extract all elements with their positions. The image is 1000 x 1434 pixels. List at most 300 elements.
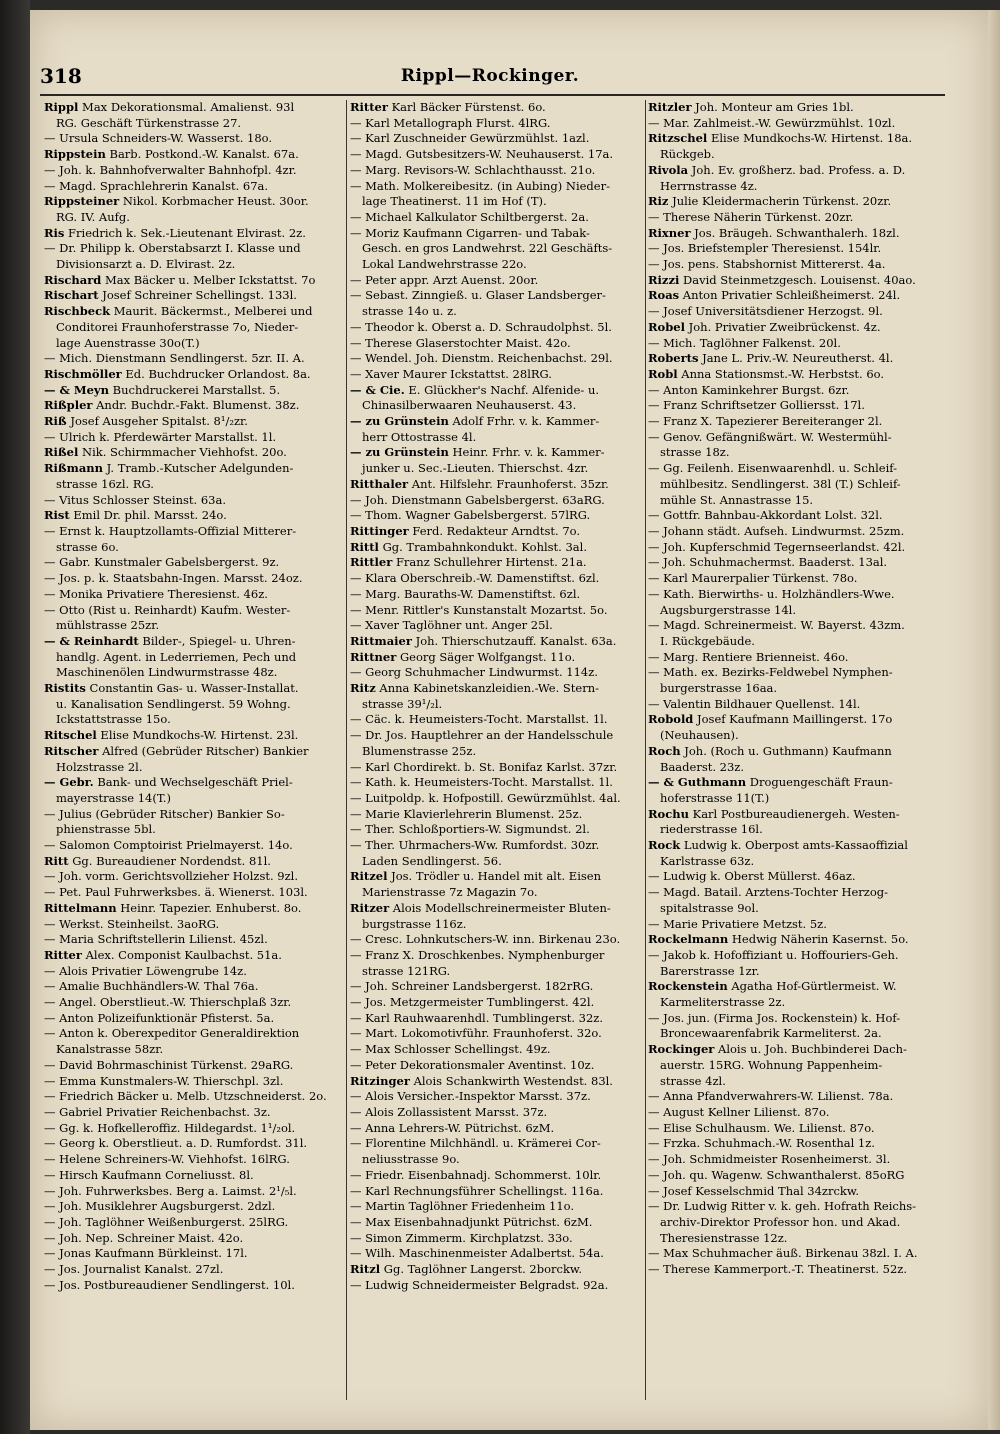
directory-entry-line xyxy=(44,1136,344,1152)
entry-text: Friedrich k. Sek.-Lieutenant Elvirast. 2z. xyxy=(64,225,306,240)
directory-entry-line xyxy=(350,555,642,571)
entry-text: burgerstrasse 16aa. xyxy=(660,681,778,696)
directory-entry-line xyxy=(648,1168,953,1184)
entry-text: — Peter appr. Arzt Auenst. 20or. xyxy=(350,272,539,287)
entry-text: mühlstrasse 25zr. xyxy=(56,618,160,633)
entry-text: — Therese Glaserstochter Maist. 42o. xyxy=(350,335,571,350)
directory-entry-line xyxy=(648,1262,953,1278)
entry-text: — Ernst k. Hauptzollamts-Offizial Mitterer- xyxy=(44,523,297,538)
directory-entry-line xyxy=(648,493,953,509)
directory-entry-line xyxy=(648,885,953,901)
entry-surname: Robl xyxy=(648,366,678,381)
directory-entry-line xyxy=(44,618,344,634)
directory-entry-line xyxy=(44,461,344,477)
entry-text: — Joh. vorm. Gerichtsvollzieher Holzst. 9zl. xyxy=(44,869,298,884)
entry-text: — Wilh. Maschinenmeister Adalbertst. 54a. xyxy=(350,1246,604,1261)
column-2 xyxy=(350,100,642,1410)
entry-text: — Anton Kaminkehrer Burgst. 6zr. xyxy=(648,382,850,397)
entry-text: Maurit. Bäckermst., Melberei und xyxy=(110,304,313,319)
entry-surname: Rockelmann xyxy=(648,932,729,947)
directory-entry-line xyxy=(350,320,642,336)
directory-entry-line xyxy=(44,398,344,414)
directory-entry-line xyxy=(350,603,642,619)
directory-entry-line xyxy=(44,948,344,964)
directory-entry-line xyxy=(44,1231,344,1247)
entry-text: — Joh. Nep. Schreiner Maist. 42o. xyxy=(44,1230,244,1245)
directory-entry-line xyxy=(44,1042,344,1058)
directory-entry-line xyxy=(648,665,953,681)
entry-text: — Gabriel Privatier Reichenbachst. 3z. xyxy=(44,1105,271,1119)
directory-entry-line xyxy=(648,1042,953,1058)
entry-text: Max Dekorationsmal. Amalienst. 93l xyxy=(78,100,295,114)
directory-entry-line xyxy=(44,226,344,242)
directory-entry-line xyxy=(648,618,953,634)
directory-entry-line xyxy=(350,587,642,603)
directory-entry-line xyxy=(350,932,642,948)
directory-entry-line xyxy=(648,1105,953,1121)
directory-entry-line xyxy=(648,571,953,587)
entry-text: — Monika Privatiere Theresienst. 46z. xyxy=(44,586,268,601)
entry-text: — Ther. Uhrmachers-Ww. Rumfordst. 30zr. xyxy=(350,838,600,853)
entry-text: — Joh. k. Bahnhofverwalter Bahnhofpl. 4zr. xyxy=(44,162,297,177)
directory-entry-line xyxy=(350,163,642,179)
entry-text: Nik. Schirmmacher Viehhofst. 20o. xyxy=(78,445,287,460)
entry-text: Jos. Trödler u. Handel mit alt. Eisen xyxy=(387,869,601,884)
entry-surname: Rittinger xyxy=(350,523,409,538)
directory-entry-line xyxy=(44,1121,344,1137)
entry-text: lage Theatinerst. 11 im Hof (T). xyxy=(362,194,547,209)
entry-surname: Rockinger xyxy=(648,1042,715,1057)
directory-entry-line xyxy=(350,697,642,713)
entry-text: — Mich. Dienstmann Sendlingerst. 5zr. II. A. xyxy=(44,351,305,366)
entry-text: Augsburgerstrasse 14l. xyxy=(660,602,797,617)
entry-text: — Ursula Schneiders-W. Wasserst. 18o. xyxy=(44,131,273,146)
entry-text: — Marg. Rentiere Brienneist. 46o. xyxy=(648,649,849,664)
entry-text: — Genov. Gefängnißwärt. W. Westermühl- xyxy=(648,429,892,444)
directory-entry-line xyxy=(648,288,953,304)
directory-entry-line xyxy=(648,932,953,948)
entry-surname: Rivola xyxy=(648,162,689,177)
entry-text: Georg Säger Wolfgangst. 11o. xyxy=(396,649,576,664)
directory-entry-line xyxy=(44,995,344,1011)
directory-entry-line xyxy=(350,508,642,524)
directory-entry-line xyxy=(44,508,344,524)
directory-entry-line xyxy=(350,822,642,838)
entry-text: junker u. Sec.-Lieuten. Thierschst. 4zr. xyxy=(362,461,589,476)
directory-entry-line xyxy=(44,1215,344,1231)
directory-entry-line xyxy=(350,1089,642,1105)
directory-entry-line xyxy=(44,665,344,681)
directory-entry-line xyxy=(648,1246,953,1262)
directory-entry-line xyxy=(350,775,642,791)
entry-text: — Jos. Journalist Kanalst. 27zl. xyxy=(44,1262,224,1277)
entry-text: — Peter Dekorationsmaler Aventinst. 10z. xyxy=(350,1057,595,1072)
entry-text: — Ther. Schloßportiers-W. Sigmundst. 2l. xyxy=(350,822,590,837)
directory-entry-line xyxy=(350,461,642,477)
directory-entry-line xyxy=(44,383,344,399)
entry-text: handlg. Agent. in Lederriemen, Pech und xyxy=(56,649,297,664)
directory-entry-line xyxy=(648,257,953,273)
directory-entry-line xyxy=(648,822,953,838)
entry-text: — Werkst. Steinheilst. 3aoRG. xyxy=(44,916,220,931)
directory-entry-line xyxy=(44,524,344,540)
directory-entry-line xyxy=(648,508,953,524)
directory-entry-line xyxy=(44,697,344,713)
book-spine-shadow xyxy=(0,0,30,1434)
directory-entry-line xyxy=(44,100,344,116)
directory-entry-line xyxy=(44,807,344,823)
directory-entry-line xyxy=(648,430,953,446)
directory-entry-line xyxy=(648,587,953,603)
entry-text: — Anton k. Oberexpeditor Generaldirektion xyxy=(44,1026,300,1041)
entry-text: — Jos. Briefstempler Theresienst. 154lr. xyxy=(648,241,882,256)
directory-entry-line xyxy=(648,241,953,257)
entry-text: — August Kellner Lilienst. 87o. xyxy=(648,1105,830,1119)
directory-entry-line xyxy=(44,1278,344,1294)
directory-entry-line xyxy=(44,603,344,619)
entry-text: Joh. (Roch u. Guthmann) Kaufmann xyxy=(680,743,892,758)
entry-surname: — & Reinhardt xyxy=(44,633,139,648)
directory-entry-line xyxy=(648,697,953,713)
directory-entry-line xyxy=(350,1184,642,1200)
entry-surname: Ritzer xyxy=(350,900,390,915)
directory-entry-line xyxy=(350,540,642,556)
entry-text: — Kath. k. Heumeisters-Tocht. Marstallst. 1l. xyxy=(350,775,613,790)
entry-text: — Cresc. Lohnkutschers-W. inn. Birkenau 23o. xyxy=(350,932,621,947)
directory-entry-line xyxy=(648,131,953,147)
directory-entry-line xyxy=(350,650,642,666)
directory-entry-line xyxy=(44,241,344,257)
entry-text: — Anton Polizeifunktionär Pfisterst. 5a. xyxy=(44,1010,275,1025)
directory-entry-line xyxy=(648,979,953,995)
entry-text: — Joh. Schreiner Landsbergerst. 182rRG. xyxy=(350,979,594,994)
entry-surname: Rittler xyxy=(350,555,393,570)
entry-text: Hedwig Näherin Kasernst. 5o. xyxy=(728,932,909,947)
entry-text: Andr. Buchdr.-Fakt. Blumenst. 38z. xyxy=(92,398,300,413)
entry-text: — Friedr. Eisenbahnadj. Schommerst. 10lr. xyxy=(350,1167,602,1182)
directory-entry-line xyxy=(350,430,642,446)
entry-text: Conditorei Fraunhoferstrasse 7o, Nieder- xyxy=(56,319,299,334)
directory-entry-line xyxy=(648,1152,953,1168)
entry-text: — Gg. Feilenh. Eisenwaarenhdl. u. Schleif- xyxy=(648,461,898,476)
page-number: 318 xyxy=(40,64,82,88)
directory-entry-line xyxy=(648,273,953,289)
directory-entry-line xyxy=(350,854,642,870)
entry-text: — Mart. Lokomotivführ. Fraunhoferst. 32o. xyxy=(350,1026,602,1041)
entry-text: Broncewaarenfabrik Karmeliterst. 2a. xyxy=(660,1026,882,1041)
entry-text: neliusstrasse 9o. xyxy=(362,1152,460,1167)
entry-text: strasse 39¹/₂l. xyxy=(362,696,443,711)
entry-surname: Ris xyxy=(44,225,65,240)
directory-entry-line xyxy=(350,257,642,273)
entry-text: Heinr. Frhr. v. k. Kammer- xyxy=(448,445,605,460)
directory-entry-line xyxy=(44,822,344,838)
directory-entry-line xyxy=(44,587,344,603)
entry-text: Gg. Taglöhner Langerst. 2borckw. xyxy=(380,1262,583,1277)
entry-text: — Otto (Rist u. Reinhardt) Kaufm. Wester- xyxy=(44,602,291,617)
entry-text: — Joh. Schmidmeister Rosenheimerst. 3l. xyxy=(648,1152,891,1167)
directory-entry-line xyxy=(648,1184,953,1200)
entry-text: — Alois Privatier Löwengrube 14z. xyxy=(44,963,247,978)
directory-entry-line xyxy=(350,445,642,461)
entry-surname: Ritzschel xyxy=(648,131,708,146)
directory-entry-line xyxy=(350,728,642,744)
entry-text: — Max Eisenbahnadjunkt Pütrichst. 6zM. xyxy=(350,1214,593,1229)
entry-text: — Karl Maurerpalier Türkenst. 78o. xyxy=(648,571,858,586)
entry-text: — Dr. Philipp k. Oberstabsarzt I. Klasse und xyxy=(44,241,301,256)
directory-entry-line xyxy=(350,524,642,540)
entry-text: strasse 4zl. xyxy=(660,1073,726,1088)
entry-text: — Georg k. Oberstlieut. a. D. Rumfordst. 31l. xyxy=(44,1136,308,1151)
directory-entry-line xyxy=(44,430,344,446)
entry-surname: Roberts xyxy=(648,351,699,366)
entry-text: Nikol. Korbmacher Heust. 30or. xyxy=(119,194,309,209)
entry-text: strasse 18z. xyxy=(660,445,730,460)
entry-text: — Gabr. Kunstmaler Gabelsbergerst. 9z. xyxy=(44,555,280,570)
entry-text: Marienstrasse 7z Magazin 7o. xyxy=(362,885,538,900)
directory-entry-line xyxy=(350,1152,642,1168)
entry-text: — Anna Lehrers-W. Pütrichst. 6zM. xyxy=(350,1120,555,1135)
entry-text: Barb. Postkond.-W. Kanalst. 67a. xyxy=(105,147,299,162)
entry-text: — Therese Näherin Türkenst. 20zr. xyxy=(648,209,854,224)
directory-entry-line xyxy=(648,351,953,367)
directory-entry-line xyxy=(648,1011,953,1027)
directory-entry-line xyxy=(44,917,344,933)
entry-surname: Robel xyxy=(648,319,685,334)
entry-text: — Dr. Jos. Hauptlehrer an der Handelsschule xyxy=(350,728,614,743)
entry-text: — Friedrich Bäcker u. Melb. Utzschneiderst. 2o. xyxy=(44,1089,327,1104)
entry-text: — Salomon Comptoirist Prielmayerst. 14o. xyxy=(44,838,293,853)
entry-text: — Marie Klavierlehrerin Blumenst. 25z. xyxy=(350,806,583,821)
entry-text: Anna Stationsmst.-W. Herbstst. 6o. xyxy=(677,366,885,381)
entry-text: — Marg. Revisors-W. Schlachthausst. 21o. xyxy=(350,162,596,177)
directory-entry-line xyxy=(350,288,642,304)
entry-text: — Wendel. Joh. Dienstm. Reichenbachst. 29l. xyxy=(350,351,613,366)
entry-text: Alois Modellschreinermeister Bluten- xyxy=(389,900,611,915)
entry-text: — Max Schlosser Schellingst. 49z. xyxy=(350,1042,551,1057)
entry-text: — Jos. pens. Stabshornist Mittererst. 4a. xyxy=(648,257,886,272)
directory-entry-line xyxy=(648,650,953,666)
entry-text: — Julius (Gebrüder Ritscher) Bankier So- xyxy=(44,806,285,821)
entry-text: Anna Kabinetskanzleidien.-We. Stern- xyxy=(375,681,599,696)
entry-surname: Ritzel xyxy=(350,869,388,884)
directory-entry-line xyxy=(648,1199,953,1215)
directory-entry-line xyxy=(648,901,953,917)
directory-entry-line xyxy=(44,555,344,571)
directory-entry-line xyxy=(44,571,344,587)
entry-text: — Karl Metallograph Flurst. 4lRG. xyxy=(350,115,551,130)
entry-text: — Joh. Kupferschmid Tegernseerlandst. 42l. xyxy=(648,539,906,554)
entry-text: — Joh. Dienstmann Gabelsbergerst. 63aRG. xyxy=(350,492,605,507)
entry-text: — Joh. Musiklehrer Augsburgerst. 2dzl. xyxy=(44,1199,276,1214)
entry-text: — Magd. Sprachlehrerin Kanalst. 67a. xyxy=(44,178,269,193)
entry-surname: Rochu xyxy=(648,806,689,821)
directory-entry-line xyxy=(648,147,953,163)
entry-text: — Gottfr. Bahnbau-Akkordant Lolst. 32l. xyxy=(648,508,883,523)
entry-text: Julie Kleidermacherin Türkenst. 20zr. xyxy=(668,194,892,209)
entry-surname: Ritzinger xyxy=(350,1073,410,1088)
directory-entry-line xyxy=(44,257,344,273)
entry-text: Maschinenölen Lindwurmstrasse 48z. xyxy=(56,665,278,680)
directory-entry-line xyxy=(648,1231,953,1247)
entry-text: — Frzka. Schuhmach.-W. Rosenthal 1z. xyxy=(648,1136,875,1151)
directory-entry-line xyxy=(44,477,344,493)
entry-text: David Steinmetzgesch. Louisenst. 40ao. xyxy=(679,272,916,287)
entry-text: Ant. Hilfslehr. Fraunhoferst. 35zr. xyxy=(408,476,609,491)
entry-text: Karl Bäcker Fürstenst. 6o. xyxy=(387,100,546,114)
directory-entry-line xyxy=(44,712,344,728)
directory-entry-line xyxy=(44,1152,344,1168)
entry-text: J. Tramb.-Kutscher Adelgunden- xyxy=(103,461,294,476)
directory-entry-line xyxy=(44,304,344,320)
entry-text: — Valentin Bildhauer Quellenst. 14l. xyxy=(648,696,861,711)
entry-text: (Neuhausen). xyxy=(660,728,739,743)
directory-entry-line xyxy=(350,995,642,1011)
header-rule xyxy=(40,94,945,96)
entry-text: Laden Sendlingerst. 56. xyxy=(362,853,502,868)
entry-surname: Rock xyxy=(648,838,681,853)
entry-text: — Angel. Oberstlieut.-W. Thierschplaß 3zr. xyxy=(44,995,292,1010)
entry-surname: — zu Grünstein xyxy=(350,445,449,460)
entry-surname: Rittelmann xyxy=(44,900,117,915)
entry-text: Lokal Landwehrstrasse 22o. xyxy=(362,257,527,272)
entry-surname: Ritschel xyxy=(44,728,97,743)
entry-text: — Joh. qu. Wagenw. Schwanthalerst. 85oRG xyxy=(648,1167,905,1182)
entry-text: mühlbesitz. Sendlingerst. 38l (T.) Schleif- xyxy=(660,476,901,491)
entry-text: — Hirsch Kaufmann Corneliusst. 8l. xyxy=(44,1167,254,1182)
entry-text: Barerstrasse 1zr. xyxy=(660,963,760,978)
directory-entry-line xyxy=(350,414,642,430)
entry-text: strasse 14o u. z. xyxy=(362,304,457,319)
entry-text: Rückgeb. xyxy=(660,147,715,162)
entry-text: — Ludwig Schneidermeister Belgradst. 92a. xyxy=(350,1277,609,1292)
directory-entry-line xyxy=(648,712,953,728)
entry-text: Jane L. Priv.-W. Neureutherst. 4l. xyxy=(698,351,894,366)
entry-text: — Cäc. k. Heumeisters-Tocht. Marstallst. 1l. xyxy=(350,712,608,727)
page-edge xyxy=(988,10,1000,1430)
directory-entry-line xyxy=(44,1011,344,1027)
entry-text: — Karl Rechnungsführer Schellingst. 116a. xyxy=(350,1183,604,1198)
directory-entry-line xyxy=(648,336,953,352)
directory-entry-line xyxy=(350,1011,642,1027)
entry-text: — Georg Schuhmacher Lindwurmst. 114z. xyxy=(350,665,598,680)
directory-entry-line xyxy=(44,744,344,760)
entry-text: — Marie Privatiere Metzst. 5z. xyxy=(648,916,827,931)
directory-entry-line xyxy=(648,383,953,399)
directory-entry-line xyxy=(350,1262,642,1278)
directory-entry-line xyxy=(350,979,642,995)
page-header xyxy=(40,64,940,90)
entry-text: Bilder-, Spiegel- u. Uhren- xyxy=(138,633,296,648)
directory-entry-line xyxy=(350,1058,642,1074)
entry-text: Alex. Componist Kaulbachst. 51a. xyxy=(81,947,282,962)
directory-entry-line xyxy=(350,634,642,650)
directory-entry-line xyxy=(648,194,953,210)
directory-entry-line xyxy=(648,1136,953,1152)
entry-text: Constantin Gas- u. Wasser-Installat. xyxy=(85,681,299,696)
entry-text: — Florentine Milchhändl. u. Krämerei Cor- xyxy=(350,1136,601,1151)
entry-text: Joh. Monteur am Gries 1bl. xyxy=(691,100,854,114)
entry-text: mühle St. Annastrasse 15. xyxy=(660,492,814,507)
entry-text: I. Rückgebäude. xyxy=(660,633,755,648)
entry-text: — Max Schuhmacher äuß. Birkenau 38zl. I. A. xyxy=(648,1246,918,1261)
directory-entry-line xyxy=(350,760,642,776)
directory-entry-line xyxy=(44,869,344,885)
entry-text: — Ulrich k. Pferdewärter Marstallst. 1l. xyxy=(44,429,277,444)
directory-entry-line xyxy=(44,885,344,901)
entry-text: — Franz X. Tapezierer Bereiteranger 2l. xyxy=(648,414,883,429)
entry-surname: Ritter xyxy=(350,100,388,114)
directory-entry-line xyxy=(648,744,953,760)
entry-text: — Anna Pfandverwahrers-W. Lilienst. 78a. xyxy=(648,1089,894,1104)
directory-entry-line xyxy=(44,179,344,195)
entry-text: Franz Schullehrer Hirtenst. 21a. xyxy=(392,555,587,570)
entry-text: RG. IV. Aufg. xyxy=(56,209,130,224)
directory-entry-line xyxy=(350,367,642,383)
directory-entry-line xyxy=(44,1184,344,1200)
entry-surname: — & Cie. xyxy=(350,382,405,397)
entry-text: Agatha Hof-Gürtlermeist. W. xyxy=(727,979,897,994)
directory-entry-line xyxy=(44,932,344,948)
entry-text: — Josef Universitätsdiener Herzogst. 9l. xyxy=(648,304,883,319)
entry-text: Adolf Frhr. v. k. Kammer- xyxy=(448,414,600,429)
directory-entry-line xyxy=(648,995,953,1011)
entry-text: Emil Dr. phil. Marsst. 24o. xyxy=(69,508,227,523)
entry-text: Ed. Buchdrucker Orlandost. 8a. xyxy=(121,366,311,381)
directory-entry-line xyxy=(44,414,344,430)
directory-entry-line xyxy=(44,163,344,179)
entry-text: — Martin Taglöhner Friedenheim 11o. xyxy=(350,1199,575,1214)
directory-entry-line xyxy=(350,948,642,964)
entry-text: — Josef Kesselschmid Thal 34zrckw. xyxy=(648,1183,860,1198)
directory-entry-line xyxy=(44,791,344,807)
entry-text: strasse 121RG. xyxy=(362,963,451,978)
directory-entry-line xyxy=(350,1199,642,1215)
entry-text: Josef Kaufmann Maillingerst. 17o xyxy=(693,712,893,727)
directory-entry-line xyxy=(350,194,642,210)
directory-entry-line xyxy=(648,917,953,933)
entry-surname: Ritzl xyxy=(350,1262,381,1277)
directory-entry-line xyxy=(350,273,642,289)
entry-text: — Maria Schriftstellerin Lilienst. 45zl. xyxy=(44,932,268,947)
entry-surname: Riß xyxy=(44,414,67,429)
directory-entry-line xyxy=(648,461,953,477)
directory-entry-line xyxy=(350,665,642,681)
entry-surname: Rischard xyxy=(44,272,102,287)
entry-text: Chinasilberwaaren Neuhauserst. 43. xyxy=(362,398,577,413)
entry-surname: Rittmaier xyxy=(350,633,412,648)
entry-text: Max Bäcker u. Melber Ickstattst. 7o xyxy=(101,272,316,287)
directory-entry-line xyxy=(44,540,344,556)
entry-text: Karlstrasse 63z. xyxy=(660,853,755,868)
directory-entry-line xyxy=(44,493,344,509)
entry-surname: Ritz xyxy=(350,681,376,696)
entry-text: Divisionsarzt a. D. Elvirast. 2z. xyxy=(56,257,236,272)
directory-entry-line xyxy=(44,194,344,210)
entry-text: — Moriz Kaufmann Cigarren- und Tabak- xyxy=(350,225,590,240)
directory-entry-line xyxy=(44,1246,344,1262)
entry-surname: Rockenstein xyxy=(648,979,728,994)
column-3 xyxy=(648,100,953,1410)
directory-entry-line xyxy=(350,1278,642,1294)
entry-text: Joh. Privatier Zweibrückenst. 4z. xyxy=(684,319,881,334)
directory-entry-line xyxy=(44,1074,344,1090)
directory-entry-line xyxy=(648,540,953,556)
entry-text: — Joh. Fuhrwerksbes. Berg a. Laimst. 2¹/₅l. xyxy=(44,1183,297,1198)
directory-entry-line xyxy=(648,320,953,336)
directory-entry-line xyxy=(44,838,344,854)
directory-entry-line xyxy=(44,1262,344,1278)
